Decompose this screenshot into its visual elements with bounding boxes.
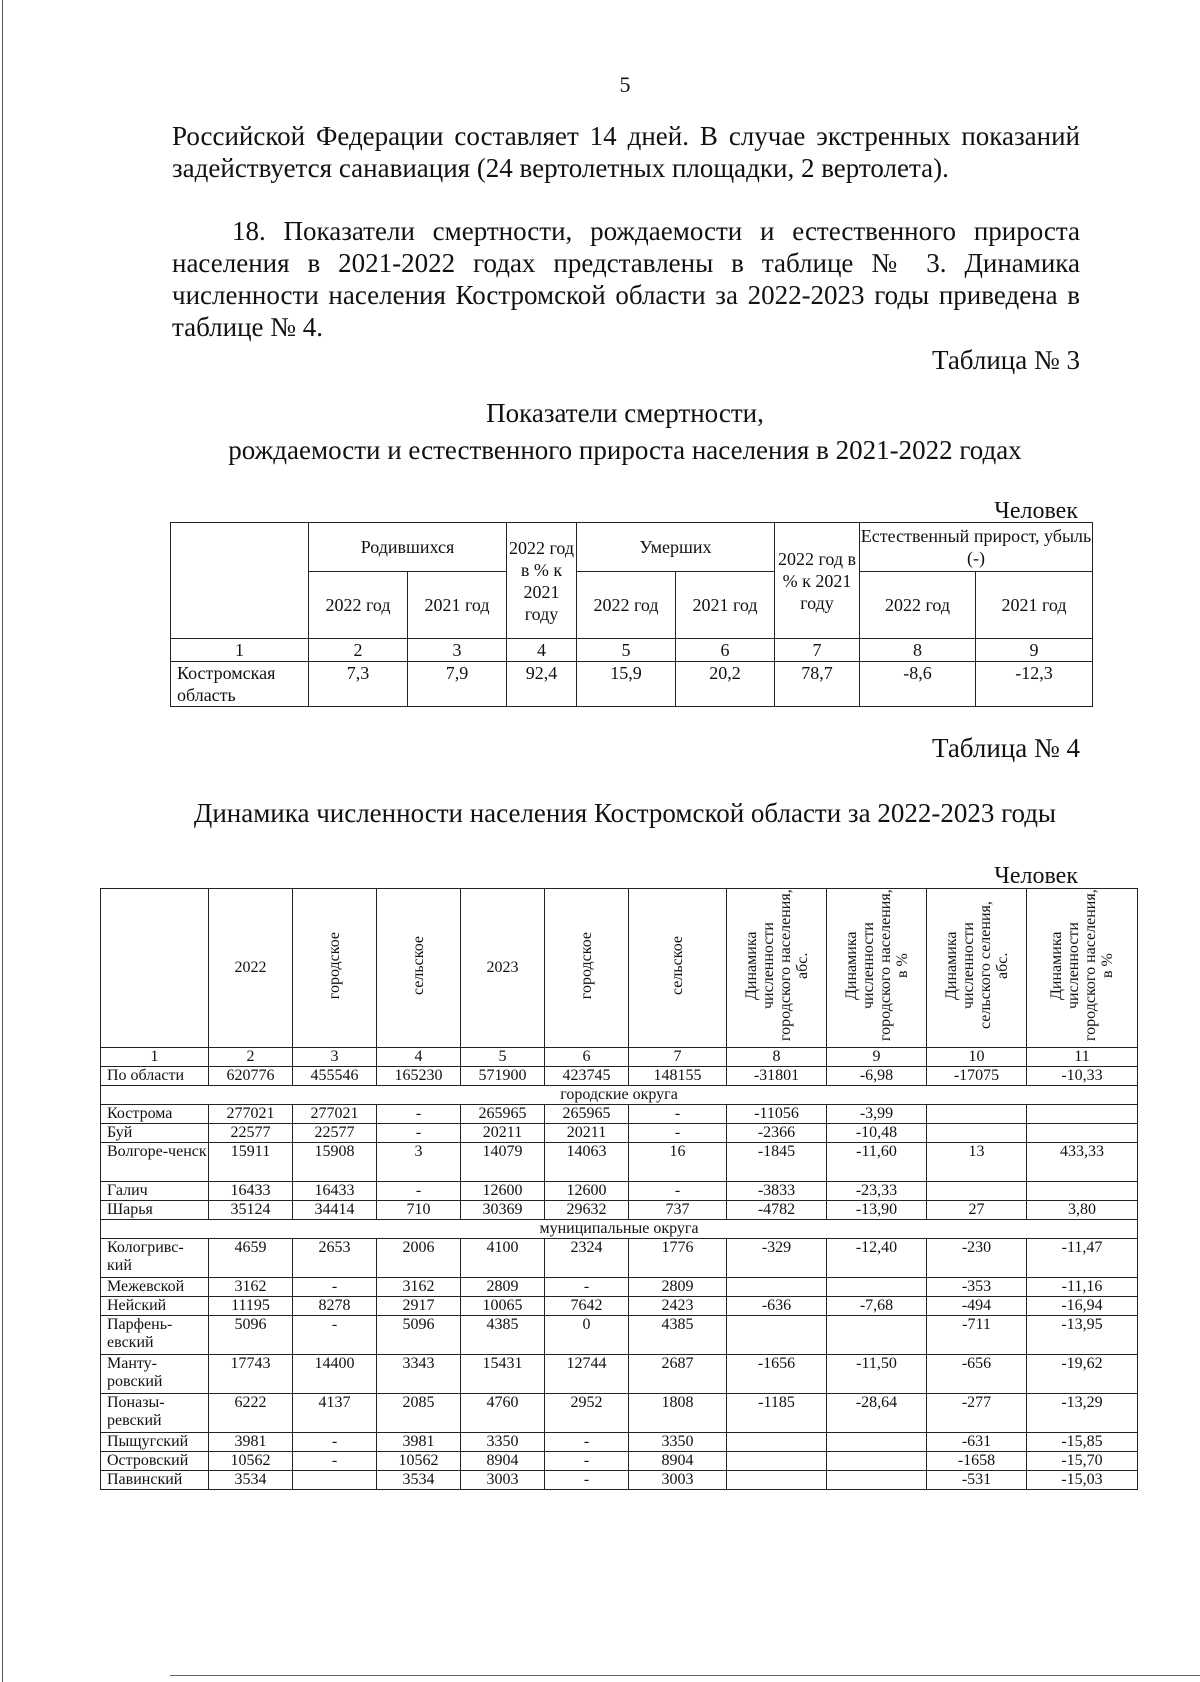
table3-row-kostroma-oblast: [171, 662, 1093, 707]
table4-cell: 2809: [461, 1278, 545, 1297]
table4-cell: 16433: [293, 1182, 377, 1201]
table4-header-2022: 2022: [209, 889, 293, 1048]
table3-header-year: 2021 год: [976, 572, 1093, 639]
table3-header-natural: Естественный прирост, убыль (-): [860, 523, 1093, 572]
table4-cell: -15,85: [1027, 1433, 1138, 1452]
table4-body: [101, 1048, 1138, 1490]
table-row: [101, 1105, 1138, 1124]
table4-cell: 4385: [461, 1316, 545, 1355]
table4-cell: 10065: [461, 1297, 545, 1316]
table4-cell: 4385: [629, 1316, 727, 1355]
table4-cell: -1185: [727, 1394, 827, 1433]
table4-cell: [827, 1452, 927, 1471]
table4-col-number: 4: [377, 1048, 461, 1067]
table4-cell: -494: [927, 1297, 1027, 1316]
table4-cell: -13,29: [1027, 1394, 1138, 1433]
table4-cell: 3534: [209, 1471, 293, 1490]
table4-cell: -13,95: [1027, 1316, 1138, 1355]
table-row: [101, 1316, 1138, 1355]
table3-label: Таблица № 3: [932, 345, 1080, 375]
table4-cell: [927, 1182, 1027, 1201]
table4-cell: 3003: [461, 1471, 545, 1490]
table4-cell: 433,33: [1027, 1143, 1138, 1182]
table4-cell: [827, 1278, 927, 1297]
table4-cell: -1656: [727, 1355, 827, 1394]
table3-header-born: Родившихся: [309, 523, 507, 572]
table4-cell: -1845: [727, 1143, 827, 1182]
table4-cell: [727, 1433, 827, 1452]
table4-row-name: Нейский: [101, 1297, 209, 1316]
table4-header-urban-2023: городское: [545, 889, 629, 1048]
table4-cell: -230: [927, 1239, 1027, 1278]
table4-cell: 2809: [629, 1278, 727, 1297]
table4-column-numbers: [101, 1048, 1138, 1067]
table3-col-number: 2: [309, 639, 408, 662]
table4-cell: 11195: [209, 1297, 293, 1316]
table4-cell: 3162: [209, 1278, 293, 1297]
table4-cell: -16,94: [1027, 1297, 1138, 1316]
page-edge-bottom: [170, 1675, 1200, 1676]
table-row: [101, 1124, 1138, 1143]
table4-cell: 423745: [545, 1067, 629, 1086]
page-edge-left: [2, 0, 3, 1682]
table3-col-number: 5: [577, 639, 676, 662]
table3-cell: 20,2: [676, 662, 775, 707]
table4-cell: -: [545, 1278, 629, 1297]
table4-cell: -329: [727, 1239, 827, 1278]
table3-header-year: 2021 год: [408, 572, 507, 639]
table4-col-number: 11: [1027, 1048, 1138, 1067]
table4-cell: -10,48: [827, 1124, 927, 1143]
table4-cell: 0: [545, 1316, 629, 1355]
table4-header-urban-pct: Динамика численности городского населения, в %: [827, 889, 927, 1048]
table4-col-number: 8: [727, 1048, 827, 1067]
table4-cell: 8904: [629, 1452, 727, 1471]
table4-cell: 15908: [293, 1143, 377, 1182]
table4-cell: -11,47: [1027, 1239, 1138, 1278]
table4-cell: -19,62: [1027, 1355, 1138, 1394]
table4-cell: 12600: [545, 1182, 629, 1201]
table4-cell: 12744: [545, 1355, 629, 1394]
table4-cell: -10,33: [1027, 1067, 1138, 1086]
table4-cell: [727, 1471, 827, 1490]
table4-cell: 14079: [461, 1143, 545, 1182]
table4-cell: 16433: [209, 1182, 293, 1201]
table4-cell: -3833: [727, 1182, 827, 1201]
table4-cell: 14063: [545, 1143, 629, 1182]
table4-cell: 27: [927, 1201, 1027, 1220]
table4-cell: -15,03: [1027, 1471, 1138, 1490]
table4-cell: -13,90: [827, 1201, 927, 1220]
table4-row-name: Галич: [101, 1182, 209, 1201]
table4-label: Таблица № 4: [932, 733, 1080, 763]
table4-cell: [927, 1124, 1027, 1143]
table4-cell: -631: [927, 1433, 1027, 1452]
table4-row-name: По области: [101, 1067, 209, 1086]
table4-cell: 3350: [461, 1433, 545, 1452]
table3-title-line2: рождаемости и естественного прироста населения в 2021-2022 годах: [228, 435, 1022, 465]
table4-cell: [1027, 1182, 1138, 1201]
table3-cell: 7,3: [309, 662, 408, 707]
table3-col-number: 8: [860, 639, 976, 662]
table4-cell: 3350: [629, 1433, 727, 1452]
table4-cell: [727, 1316, 827, 1355]
table4-cell: [827, 1316, 927, 1355]
table4-row-name: Шарья: [101, 1201, 209, 1220]
table4-cell: 5096: [377, 1316, 461, 1355]
table4-row-total: [101, 1067, 1138, 1086]
table4-col-number: 7: [629, 1048, 727, 1067]
table4-row-name: Парфень-евский: [101, 1316, 209, 1355]
table4-cell: 3,80: [1027, 1201, 1138, 1220]
table4-cell: 265965: [461, 1105, 545, 1124]
table-row: [101, 1201, 1138, 1220]
table4-cell: -12,40: [827, 1239, 927, 1278]
table4-cell: 16: [629, 1143, 727, 1182]
table4-cell: 1776: [629, 1239, 727, 1278]
table3-col-number: 4: [507, 639, 577, 662]
table4-cell: 3981: [209, 1433, 293, 1452]
table4-cell: 277021: [209, 1105, 293, 1124]
table3-header-year: 2021 год: [676, 572, 775, 639]
table4-row-name: Кологривс-кий: [101, 1239, 209, 1278]
table4-header-rural-2023: сельское: [629, 889, 727, 1048]
table4-cell: 4659: [209, 1239, 293, 1278]
table4-cell: 8278: [293, 1297, 377, 1316]
table4-cell: 22577: [293, 1124, 377, 1143]
table4-cell: -6,98: [827, 1067, 927, 1086]
table4-cell: 2687: [629, 1355, 727, 1394]
table3-cell: 92,4: [507, 662, 577, 707]
table4-header-rural-abs: Динамика численности сельского селения, абс.: [927, 889, 1027, 1048]
table4-cell: 10562: [377, 1452, 461, 1471]
table4-cell: [827, 1433, 927, 1452]
table4-cell: 620776: [209, 1067, 293, 1086]
table4-header-urban-pct-2: Динамика численности городского населения, в %: [1027, 889, 1138, 1048]
table4-header-rural-2022: сельское: [377, 889, 461, 1048]
table4-cell: 265965: [545, 1105, 629, 1124]
table4-header-row: [101, 889, 1138, 1048]
table4-cell: -2366: [727, 1124, 827, 1143]
table4-cell: -353: [927, 1278, 1027, 1297]
table4-cell: -: [629, 1182, 727, 1201]
table4-cell: 2085: [377, 1394, 461, 1433]
table4-cell: 2006: [377, 1239, 461, 1278]
table-row: [101, 1355, 1138, 1394]
table3-col-number: 1: [171, 639, 309, 662]
table4-cell: 455546: [293, 1067, 377, 1086]
table-row: [101, 1452, 1138, 1471]
table4-row-name: Буй: [101, 1124, 209, 1143]
table4-cell: [727, 1278, 827, 1297]
table4-cell: 29632: [545, 1201, 629, 1220]
table3-header-year: 2022 год: [309, 572, 408, 639]
table3-col-number: 3: [408, 639, 507, 662]
table4-cell: 8904: [461, 1452, 545, 1471]
table4-cell: -: [545, 1471, 629, 1490]
table3-cell: -8,6: [860, 662, 976, 707]
table4-cell: 4760: [461, 1394, 545, 1433]
table4-cell: -: [545, 1452, 629, 1471]
table4-cell: -277: [927, 1394, 1027, 1433]
table3-cell: 7,9: [408, 662, 507, 707]
table4-cell: -11,60: [827, 1143, 927, 1182]
table4-cell: 3981: [377, 1433, 461, 1452]
table4-cell: [927, 1105, 1027, 1124]
table4-cell: -15,70: [1027, 1452, 1138, 1471]
table3-cell: 15,9: [577, 662, 676, 707]
table4-cell: 3534: [377, 1471, 461, 1490]
table4-col-number: 9: [827, 1048, 927, 1067]
table4-cell: 13: [927, 1143, 1027, 1182]
table4-row-name: Павинский: [101, 1471, 209, 1490]
table4-cell: 3003: [629, 1471, 727, 1490]
table4-cell: 2952: [545, 1394, 629, 1433]
table4-cell: -28,64: [827, 1394, 927, 1433]
table3-cell: -12,3: [976, 662, 1093, 707]
table4-row-name: Манту-ровский: [101, 1355, 209, 1394]
table3-region-name: Костромская область: [171, 662, 309, 707]
table4-cell: 3343: [377, 1355, 461, 1394]
table4-cell: -7,68: [827, 1297, 927, 1316]
table3-unit: Человек: [994, 498, 1078, 524]
table4-cell: 22577: [209, 1124, 293, 1143]
table4-cell: -711: [927, 1316, 1027, 1355]
table4-col-number: 5: [461, 1048, 545, 1067]
table4-cell: 35124: [209, 1201, 293, 1220]
table3-header-died: Умерших: [577, 523, 775, 572]
table-row: [101, 1278, 1138, 1297]
table4-cell: 277021: [293, 1105, 377, 1124]
table-row: [101, 1433, 1138, 1452]
table4-col-number: 3: [293, 1048, 377, 1067]
table4-cell: -17075: [927, 1067, 1027, 1086]
table3-col-number: 9: [976, 639, 1093, 662]
table-row: [101, 1182, 1138, 1201]
table4-cell: -636: [727, 1297, 827, 1316]
table4-cell: 4137: [293, 1394, 377, 1433]
table4-cell: 17743: [209, 1355, 293, 1394]
table3-header-born-pct: 2022 год в % к 2021 году: [507, 523, 577, 639]
table4-cell: 5096: [209, 1316, 293, 1355]
table4-cell: -1658: [927, 1452, 1027, 1471]
table4-col-number: 6: [545, 1048, 629, 1067]
table4-header-empty: [101, 889, 209, 1048]
table4-cell: 12600: [461, 1182, 545, 1201]
table4-cell: -: [293, 1278, 377, 1297]
table4-cell: -: [377, 1124, 461, 1143]
table4-section-label: городские округа: [101, 1086, 1138, 1105]
table4-cell: [827, 1471, 927, 1490]
table4-col-number: 2: [209, 1048, 293, 1067]
table-row: [101, 1239, 1138, 1278]
paragraph-medical-aviation: Российской Федерации составляет 14 дней. В случае экстренных показаний задействуется санавиация (24 вертолетных площадки, 2 вертолета).: [172, 121, 1080, 183]
table4-cell: 1808: [629, 1394, 727, 1433]
table4-cell: -: [377, 1182, 461, 1201]
table4-cell: 710: [377, 1201, 461, 1220]
table4-cell: 15911: [209, 1143, 293, 1182]
table4-row-name: Пыщугский: [101, 1433, 209, 1452]
table3-header-year: 2022 год: [860, 572, 976, 639]
table4-cell: [1027, 1105, 1138, 1124]
table4-cell: 15431: [461, 1355, 545, 1394]
table3-cell: 78,7: [775, 662, 860, 707]
table3-mortality-birth-rate: [170, 522, 1093, 707]
table4-col-number: 10: [927, 1048, 1027, 1067]
table4-cell: -: [629, 1105, 727, 1124]
table4-cell: 165230: [377, 1067, 461, 1086]
table4-cell: -531: [927, 1471, 1027, 1490]
table-row: [101, 1471, 1138, 1490]
table4-cell: -11,50: [827, 1355, 927, 1394]
table4-cell: -: [293, 1452, 377, 1471]
table-row: [101, 1297, 1138, 1316]
table4-cell: -11,16: [1027, 1278, 1138, 1297]
table4-cell: 20211: [545, 1124, 629, 1143]
table4-row-name: Поназы-ревский: [101, 1394, 209, 1433]
table4-cell: 7642: [545, 1297, 629, 1316]
table4-section-label: муниципальные округа: [101, 1220, 1138, 1239]
table4-cell: -: [293, 1433, 377, 1452]
table4-col-number: 1: [101, 1048, 209, 1067]
table4-cell: -3,99: [827, 1105, 927, 1124]
table4-cell: [293, 1471, 377, 1490]
table4-cell: 20211: [461, 1124, 545, 1143]
table4-title: Динамика численности населения Костромской области за 2022-2023 годы: [193, 798, 1057, 828]
table4-cell: -4782: [727, 1201, 827, 1220]
table4-cell: 6222: [209, 1394, 293, 1433]
table4-row-name: Кострома: [101, 1105, 209, 1124]
table4-cell: 571900: [461, 1067, 545, 1086]
table4-header-2023: 2023: [461, 889, 545, 1048]
page-number: 5: [619, 72, 631, 97]
table4-cell: [727, 1452, 827, 1471]
table4-cell: -: [545, 1433, 629, 1452]
table4-cell: 3: [377, 1143, 461, 1182]
table4-row-name: Межевской: [101, 1278, 209, 1297]
table4-population-dynamics: [100, 888, 1138, 1490]
table4-cell: 30369: [461, 1201, 545, 1220]
table-row: [101, 1394, 1138, 1433]
table4-cell: -: [377, 1105, 461, 1124]
table4-section-urban-districts: [101, 1086, 1138, 1105]
table4-cell: 3162: [377, 1278, 461, 1297]
paragraph-tables-intro: 18. Показатели смертности, рождаемости и естественного прироста населения в 2021-2022 годах представлены в таблице № 3. Динамика численности населения Костромской области за 2022-2023 годы приведена в таблице № 4.: [172, 216, 1080, 342]
table4-cell: 148155: [629, 1067, 727, 1086]
table4-cell: -23,33: [827, 1182, 927, 1201]
table4-cell: [1027, 1124, 1138, 1143]
table3-title-line1: Показатели смертности,: [486, 398, 764, 428]
table3-column-numbers: [171, 639, 1093, 662]
table3-col-number: 7: [775, 639, 860, 662]
table4-unit: Человек: [994, 863, 1078, 889]
table4-row-name: Волгоре-ченск: [101, 1143, 209, 1182]
table4-cell: -: [293, 1316, 377, 1355]
table4-row-name: Островский: [101, 1452, 209, 1471]
table4-cell: -31801: [727, 1067, 827, 1086]
table4-cell: 737: [629, 1201, 727, 1220]
table4-cell: 14400: [293, 1355, 377, 1394]
table3-header-year: 2022 год: [577, 572, 676, 639]
table4-cell: 10562: [209, 1452, 293, 1471]
table4-header-urban-abs: Динамика численности городского населения, абс.: [727, 889, 827, 1048]
table3-col-number: 6: [676, 639, 775, 662]
table4-cell: 34414: [293, 1201, 377, 1220]
table4-cell: -11056: [727, 1105, 827, 1124]
table3-header-died-pct: 2022 год в % к 2021 году: [775, 523, 860, 639]
table4-cell: 4100: [461, 1239, 545, 1278]
table4-cell: -: [629, 1124, 727, 1143]
table4-cell: 2324: [545, 1239, 629, 1278]
table4-section-municipal-districts: [101, 1220, 1138, 1239]
table4-cell: 2423: [629, 1297, 727, 1316]
table3-title: [25, 395, 1200, 469]
table4-cell: -656: [927, 1355, 1027, 1394]
table4-cell: 2917: [377, 1297, 461, 1316]
table-row: [101, 1143, 1138, 1182]
table4-cell: 2653: [293, 1239, 377, 1278]
table4-header-urban-2022: городское: [293, 889, 377, 1048]
table3-header-empty: [171, 523, 309, 639]
